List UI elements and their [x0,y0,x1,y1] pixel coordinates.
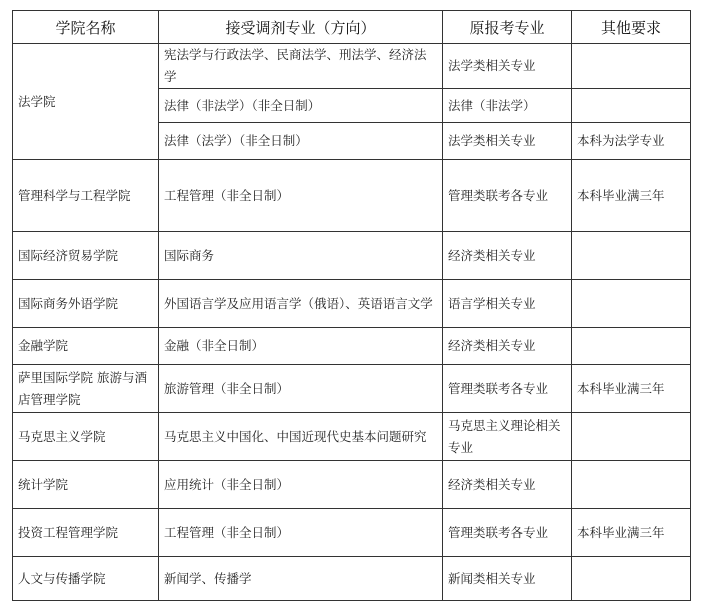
header-origin: 原报考专业 [443,11,572,44]
origin-cell: 语言学相关专业 [443,280,572,328]
origin-cell: 管理类联考各专业 [443,365,572,413]
table-row [13,232,691,280]
table-row [13,328,691,365]
major-cell: 新闻学、传播学 [159,557,443,601]
college-cell: 管理科学与工程学院 [13,160,159,232]
requirement-cell [572,44,691,89]
major-cell: 国际商务 [159,232,443,280]
requirement-cell: 本科为法学专业 [572,123,691,160]
origin-cell: 法学类相关专业 [443,44,572,89]
major-cell: 工程管理（非全日制） [159,160,443,232]
requirement-cell [572,461,691,509]
header-requirement: 其他要求 [572,11,691,44]
college-cell: 金融学院 [13,328,159,365]
origin-cell: 管理类联考各专业 [443,160,572,232]
college-cell: 法学院 [13,44,159,160]
major-cell: 马克思主义中国化、中国近现代史基本问题研究 [159,413,443,461]
requirement-cell [572,280,691,328]
requirement-cell [572,232,691,280]
requirement-cell: 本科毕业满三年 [572,365,691,413]
origin-cell: 经济类相关专业 [443,232,572,280]
college-cell: 国际经济贸易学院 [13,232,159,280]
table-row [13,44,691,89]
requirement-cell [572,89,691,123]
table-row [13,280,691,328]
college-cell: 人文与传播学院 [13,557,159,601]
major-cell: 宪法学与行政法学、民商法学、刑法学、经济法学 [159,44,443,89]
origin-cell: 经济类相关专业 [443,328,572,365]
origin-cell: 管理类联考各专业 [443,509,572,557]
table-row [13,509,691,557]
requirement-cell: 本科毕业满三年 [572,509,691,557]
requirement-cell: 本科毕业满三年 [572,160,691,232]
major-cell: 工程管理（非全日制） [159,509,443,557]
table-row [13,461,691,509]
major-cell: 法律（法学）（非全日制） [159,123,443,160]
table-row [13,365,691,413]
college-cell: 马克思主义学院 [13,413,159,461]
college-cell: 萨里国际学院 旅游与酒店管理学院 [13,365,159,413]
college-cell: 投资工程管理学院 [13,509,159,557]
major-cell: 金融（非全日制） [159,328,443,365]
origin-cell: 法学类相关专业 [443,123,572,160]
header-row [13,11,691,44]
table-row [13,557,691,601]
major-cell: 外国语言学及应用语言学（俄语）、英语语言文学 [159,280,443,328]
college-cell: 统计学院 [13,461,159,509]
requirement-cell [572,413,691,461]
table-row [13,413,691,461]
major-cell: 应用统计（非全日制） [159,461,443,509]
header-college: 学院名称 [13,11,159,44]
major-cell: 法律（非法学）（非全日制） [159,89,443,123]
college-cell: 国际商务外语学院 [13,280,159,328]
adjustment-table [12,10,691,601]
origin-cell: 马克思主义理论相关专业 [443,413,572,461]
requirement-cell [572,328,691,365]
requirement-cell [572,557,691,601]
major-cell: 旅游管理（非全日制） [159,365,443,413]
table-row [13,160,691,232]
origin-cell: 经济类相关专业 [443,461,572,509]
origin-cell: 新闻类相关专业 [443,557,572,601]
origin-cell: 法律（非法学） [443,89,572,123]
header-major: 接受调剂专业（方向） [159,11,443,44]
